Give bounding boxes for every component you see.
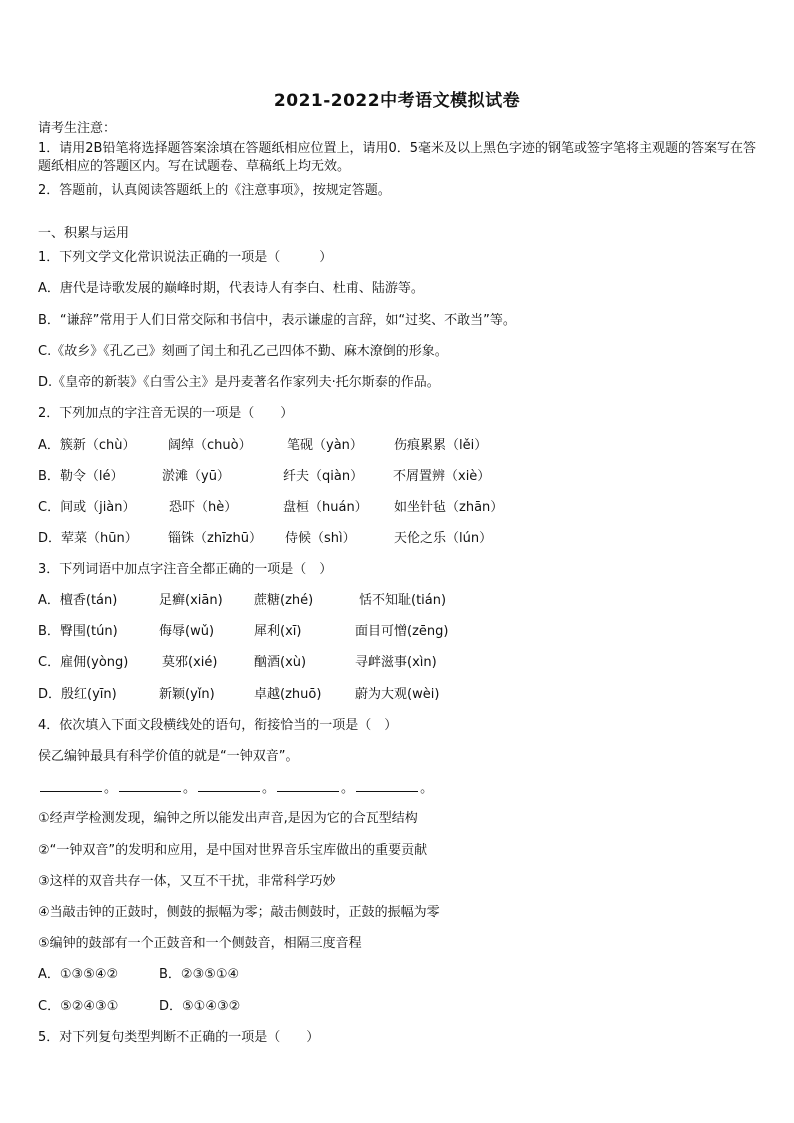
option-cell: B．勒令（lé） [38,469,124,484]
option-cell: 酗酒(xù) [254,655,307,670]
blank-separator: 。 [341,781,355,796]
option-cell: 阔绰（chuò） [168,438,252,453]
question-4-sentence-4: ④当敲击钟的正鼓时，侧鼓的振幅为零；敲击侧鼓时，正鼓的振幅为零 [38,905,440,920]
fill-blank [119,779,181,792]
option-cell: 纤夫（qiàn） [283,469,364,484]
blank-separator: 。 [104,781,118,796]
blank-separator: 。 [262,781,276,796]
question-4-option-a: A．①③⑤④② [38,967,119,982]
option-cell: 侮辱(wǔ) [159,624,215,639]
question-1-option-c: C.《故乡》《孔乙己》刻画了闰土和孔乙己四体不勤、麻木潦倒的形象。 [38,344,448,359]
option-cell: A．檀香(tán) [38,593,118,608]
option-cell: 面目可憎(zēng) [355,624,449,639]
option-cell: 蔗糖(zhé) [254,593,314,608]
question-4-option-d: D．⑤①④③② [159,999,241,1014]
option-cell: 足癣(xiān) [159,593,223,608]
option-cell: 伤痕累累（lěi） [394,438,488,453]
section-heading: 一、积累与运用 [38,226,130,241]
fill-blank [198,779,260,792]
question-1-option-a: A．唐代是诗歌发展的巅峰时期，代表诗人有李白、杜甫、陆游等。 [38,281,424,296]
question-4-passage: 侯乙编钟最具有科学价值的就是“一钟双音”。 [38,749,299,764]
fill-blank [356,779,418,792]
fill-blank [277,779,339,792]
option-cell: 寻衅滋事(xìn) [355,655,437,670]
question-1-option-b: B．“谦辞”常用于人们日常交际和书信中，表示谦虚的言辞，如“过奖、不敢当”等。 [38,313,516,328]
notice-item-2: 2．答题前，认真阅读答题纸上的《注意事项》，按规定答题。 [38,183,391,198]
option-cell: 蔚为大观(wèi) [355,687,440,702]
notice-item-1: 1．请用2B铅笔将选择题答案涂填在答题纸相应位置上，请用0．5毫米及以上黑色字迹的钢笔或签字笔将主观题的答案写在答题纸相应的答题区内。写在试题卷、草稿纸上均无效。 [38,141,757,174]
option-cell: C．雇佣(yòng) [38,655,129,670]
option-cell: A．簇新（chù） [38,438,136,453]
option-cell: D．殷红(yīn) [38,687,117,702]
blank-separator: 。 [420,781,434,796]
question-4-option-c: C．⑤②④③① [38,999,119,1014]
option-cell: 莫邪(xié) [162,655,218,670]
option-cell: 恐吓（hè） [169,500,238,515]
option-cell: 卓越(zhuō) [254,687,322,702]
option-cell: 如坐针毡（zhān） [394,500,504,515]
question-1-option-d: D.《皇帝的新装》《白雪公主》是丹麦著名作家列夫·托尔斯泰的作品。 [38,375,440,390]
option-cell: D．荤菜（hūn） [38,531,138,546]
option-cell: 笔砚（yàn） [287,438,363,453]
question-2-stem: 2．下列加点的字注音无误的一项是（ ） [38,406,294,421]
option-cell: 侍候（shì） [285,531,356,546]
exam-title: 2021-2022中考语文模拟试卷 [273,91,521,111]
option-cell: 恬不知耻(tián) [359,593,447,608]
question-4-blanks [38,779,433,798]
fill-blank [40,779,102,792]
option-cell: 盘桓（huán） [283,500,368,515]
question-4-sentence-1: ①经声学检测发现，编钟之所以能发出声音,是因为它的合瓦型结构 [38,811,418,826]
option-cell: 新颖(yǐn) [159,687,215,702]
option-cell: 不屑置辨（xiè） [393,469,491,484]
notice-heading: 请考生注意： [38,121,117,136]
option-cell: 犀利(xī) [254,624,302,639]
option-cell: 锱铢（zhīzhū） [168,531,262,546]
blank-separator: 。 [183,781,197,796]
option-cell: C．间或（jiàn） [38,500,136,515]
option-cell: 淤滩（yū） [162,469,230,484]
question-5-stem: 5．对下列复句类型判断不正确的一项是（ ） [38,1030,320,1045]
question-4-stem: 4．依次填入下面文段横线处的语句，衔接恰当的一项是（ ） [38,718,398,733]
question-3-stem: 3．下列词语中加点字注音全都正确的一项是（ ） [38,562,333,577]
question-4-sentence-3: ③这样的双音共存一体，又互不干扰，非常科学巧妙 [38,874,336,889]
question-4-sentence-5: ⑤编钟的鼓部有一个正鼓音和一个侧鼓音，相隔三度音程 [38,936,362,951]
question-4-option-b: B．②③⑤①④ [159,967,240,982]
option-cell: B．臀围(tún) [38,624,118,639]
option-cell: 天伦之乐（lún） [394,531,493,546]
question-4-sentence-2: ②“一钟双音”的发明和应用，是中国对世界音乐宝库做出的重要贡献 [38,843,428,858]
question-1-stem: 1．下列文学文化常识说法正确的一项是（ ） [38,250,333,265]
